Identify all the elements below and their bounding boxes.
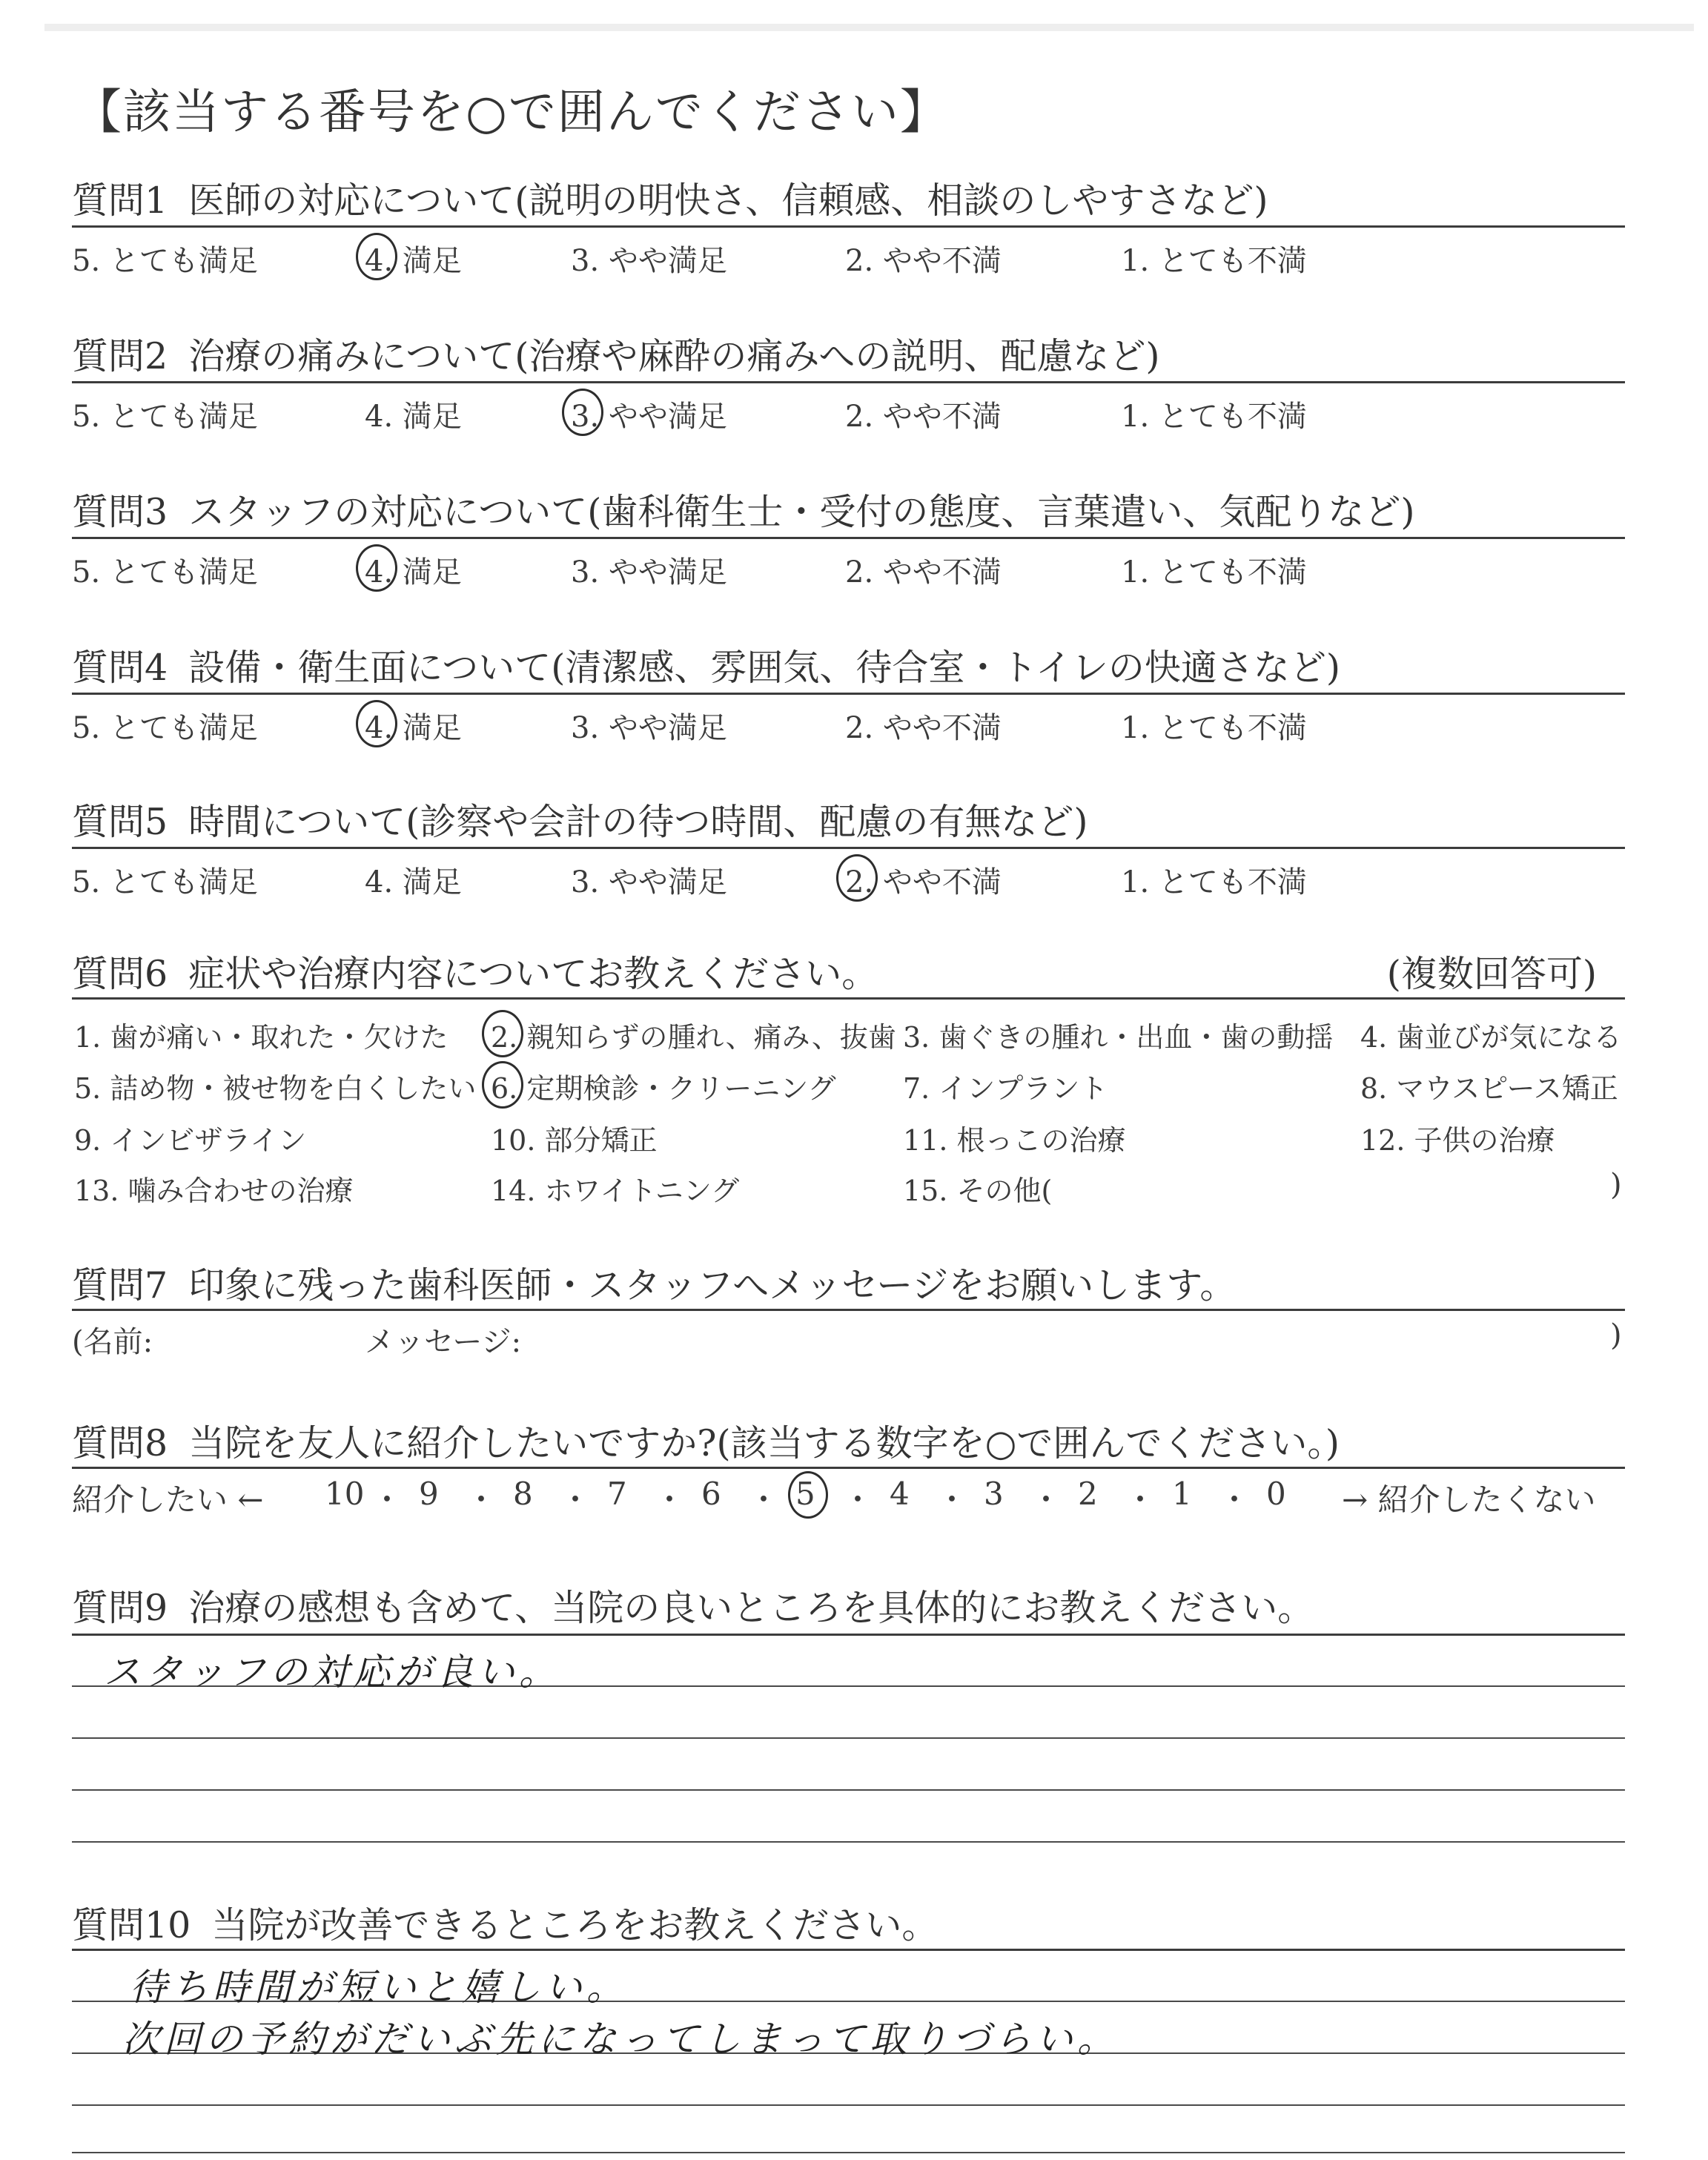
name-label: (名前: — [72, 1325, 153, 1359]
handwritten-answer-9: スタッフの対応が良い。 — [104, 1651, 560, 1694]
question-10-title: 質問10 当院が改善できるところをお教えください。 — [72, 1904, 939, 1946]
scale-separator: ・ — [748, 1482, 780, 1518]
symptom-option-6[interactable]: 6. 定期検診・クリーニング — [491, 1066, 836, 1106]
symptom-option-1[interactable]: 1. 歯が痛い・取れた・欠けた — [74, 1021, 448, 1054]
rating-option-3[interactable]: 3. やや満足 — [571, 244, 727, 278]
question-4-title: 質問4 設備・衛生面について(清潔感、雰囲気、待合室・トイレの快適さなど) — [72, 647, 1340, 689]
symptom-option-8[interactable]: 8. マウスピース矯正 — [1360, 1072, 1618, 1105]
message-close-paren: ) — [1610, 1318, 1622, 1353]
question-2-title: 質問2 治療の痛みについて(治療や麻酔の痛みへの説明、配慮など) — [72, 335, 1160, 377]
rating-option-5[interactable]: 5. とても満足 — [72, 400, 258, 434]
symptom-option-5[interactable]: 5. 詰め物・被せ物を白くしたい — [74, 1072, 477, 1105]
rating-option-4[interactable]: 4. 満足 — [365, 704, 462, 747]
symptom-option-15[interactable]: 15. その他( — [903, 1175, 1053, 1207]
selection-circle — [482, 1010, 523, 1057]
selection-circle — [356, 233, 397, 280]
rating-option-3[interactable]: 3. やや満足 — [571, 393, 727, 435]
scale-separator: ・ — [371, 1482, 403, 1518]
message-label: メッセージ: — [365, 1325, 522, 1359]
question-7-title: 質問7 印象に残った歯科医師・スタッフへメッセージをお願いします。 — [72, 1264, 1237, 1307]
question-2-rule — [72, 381, 1625, 383]
rating-option-2[interactable]: 2. やや不満 — [845, 711, 1002, 745]
scale-value-2[interactable]: 2 — [1078, 1476, 1098, 1512]
symptom-option-9[interactable]: 9. インビザライン — [74, 1124, 307, 1157]
writing-line — [72, 1841, 1625, 1843]
question-6-rule — [72, 997, 1625, 1000]
question-5-title: 質問5 時間について(診察や会計の待つ時間、配慮の有無など) — [72, 801, 1088, 843]
question-3-title: 質問3 スタッフの対応について(歯科衛生士・受付の態度、言葉遣い、気配りなど) — [72, 491, 1415, 533]
symptom-option-11[interactable]: 11. 根っこの治療 — [903, 1124, 1126, 1157]
scale-separator: ・ — [466, 1482, 497, 1518]
question-4-rule — [72, 693, 1625, 695]
writing-line — [72, 1737, 1625, 1739]
scale-separator: ・ — [842, 1482, 874, 1518]
rating-option-1[interactable]: 1. とても不満 — [1121, 244, 1307, 278]
symptom-option-13[interactable]: 13. 噛み合わせの治療 — [74, 1175, 354, 1207]
handwritten-answer-10-line-2: 次回の予約がだいぶ先になってしまって取りづらい。 — [122, 2018, 1119, 2061]
scale-value-10[interactable]: 10 — [325, 1476, 365, 1512]
scale-separator: ・ — [654, 1482, 686, 1518]
rating-option-2[interactable]: 2. やや不満 — [845, 400, 1002, 434]
selection-circle — [482, 1061, 523, 1109]
rating-option-4[interactable]: 4. 満足 — [365, 549, 462, 591]
question-1-title: 質問1 医師の対応について(説明の明快さ、信頼感、相談のしやすさなど) — [72, 179, 1268, 222]
scale-value-9[interactable]: 9 — [419, 1476, 439, 1512]
rating-option-3[interactable]: 3. やや満足 — [571, 865, 727, 899]
rating-option-5[interactable]: 5. とても満足 — [72, 244, 258, 278]
top-border — [44, 24, 1694, 31]
writing-line — [72, 2104, 1625, 2106]
scale-separator: ・ — [1030, 1482, 1062, 1518]
rating-option-5[interactable]: 5. とても満足 — [72, 865, 258, 899]
selection-circle — [356, 700, 397, 747]
rating-option-2[interactable]: 2. やや不満 — [845, 555, 1002, 589]
rating-option-4[interactable]: 4. 満足 — [365, 400, 462, 434]
scale-value-0[interactable]: 0 — [1266, 1476, 1286, 1512]
question-10-rule — [72, 1949, 1625, 1951]
symptom-option-14[interactable]: 14. ホワイトニング — [491, 1175, 740, 1207]
rating-option-5[interactable]: 5. とても満足 — [72, 555, 258, 589]
rating-option-3[interactable]: 3. やや満足 — [571, 711, 727, 745]
selection-circle — [562, 389, 603, 436]
question-6-title: 質問6 症状や治療内容についてお教えください。 — [72, 953, 878, 995]
scale-separator: ・ — [936, 1482, 968, 1518]
rating-option-2[interactable]: 2. やや不満 — [845, 859, 1002, 901]
rating-option-1[interactable]: 1. とても不満 — [1121, 555, 1307, 589]
symptom-option-4[interactable]: 4. 歯並びが気になる — [1360, 1021, 1622, 1054]
symptom-option-3[interactable]: 3. 歯ぐきの腫れ・出血・歯の動揺 — [903, 1021, 1334, 1054]
scale-value-6[interactable]: 6 — [701, 1476, 721, 1512]
not-recommend-label: → 紹介したくない — [1342, 1482, 1596, 1518]
handwritten-answer-10-line-1: 待ち時間が短いと嬉しい。 — [130, 1966, 628, 2009]
question-8-title: 質問8 当院を友人に紹介したいですか?(該当する数字を○で囲んでください。) — [72, 1422, 1340, 1464]
symptom-option-10[interactable]: 10. 部分矯正 — [491, 1124, 658, 1157]
selection-circle — [836, 854, 878, 902]
question-7-rule — [72, 1309, 1625, 1311]
scale-separator: ・ — [1125, 1482, 1156, 1518]
symptom-option-12[interactable]: 12. 子供の治療 — [1360, 1124, 1555, 1157]
rating-option-3[interactable]: 3. やや満足 — [571, 555, 727, 589]
symptom-option-7[interactable]: 7. インプラント — [903, 1072, 1108, 1105]
rating-option-1[interactable]: 1. とても不満 — [1121, 400, 1307, 434]
question-9-rule — [72, 1634, 1625, 1636]
recommend-label: 紹介したい ← — [72, 1482, 264, 1518]
scale-value-8[interactable]: 8 — [513, 1476, 533, 1512]
question-8-rule — [72, 1467, 1625, 1469]
multiple-answers-note: (複数回答可) — [1386, 953, 1597, 995]
scale-value-7[interactable]: 7 — [607, 1476, 627, 1512]
other-close-paren: ) — [1610, 1168, 1622, 1202]
rating-option-2[interactable]: 2. やや不満 — [845, 244, 1002, 278]
scale-separator: ・ — [560, 1482, 592, 1518]
symptom-option-2[interactable]: 2. 親知らずの腫れ、痛み、抜歯 — [491, 1014, 896, 1055]
scale-value-4[interactable]: 4 — [890, 1476, 910, 1512]
question-9-title: 質問9 治療の感想も含めて、当院の良いところを具体的にお教えください。 — [72, 1587, 1314, 1629]
scale-separator: ・ — [1219, 1482, 1251, 1518]
rating-option-4[interactable]: 4. 満足 — [365, 865, 462, 899]
selection-circle — [788, 1471, 828, 1519]
question-3-rule — [72, 537, 1625, 539]
rating-option-4[interactable]: 4. 満足 — [365, 237, 462, 280]
scale-value-3[interactable]: 3 — [984, 1476, 1004, 1512]
rating-option-1[interactable]: 1. とても不満 — [1121, 711, 1307, 745]
writing-line — [72, 1789, 1625, 1791]
rating-option-1[interactable]: 1. とても不満 — [1121, 865, 1307, 899]
page-header: 【該当する番号を○で囲んでください】 — [74, 85, 949, 140]
writing-line — [72, 2152, 1625, 2153]
question-1-rule — [72, 225, 1625, 228]
question-5-rule — [72, 847, 1625, 849]
scale-value-1[interactable]: 1 — [1172, 1476, 1192, 1512]
rating-option-5[interactable]: 5. とても満足 — [72, 711, 258, 745]
scale-value-5[interactable]: 5 — [795, 1476, 815, 1512]
selection-circle — [356, 544, 397, 592]
